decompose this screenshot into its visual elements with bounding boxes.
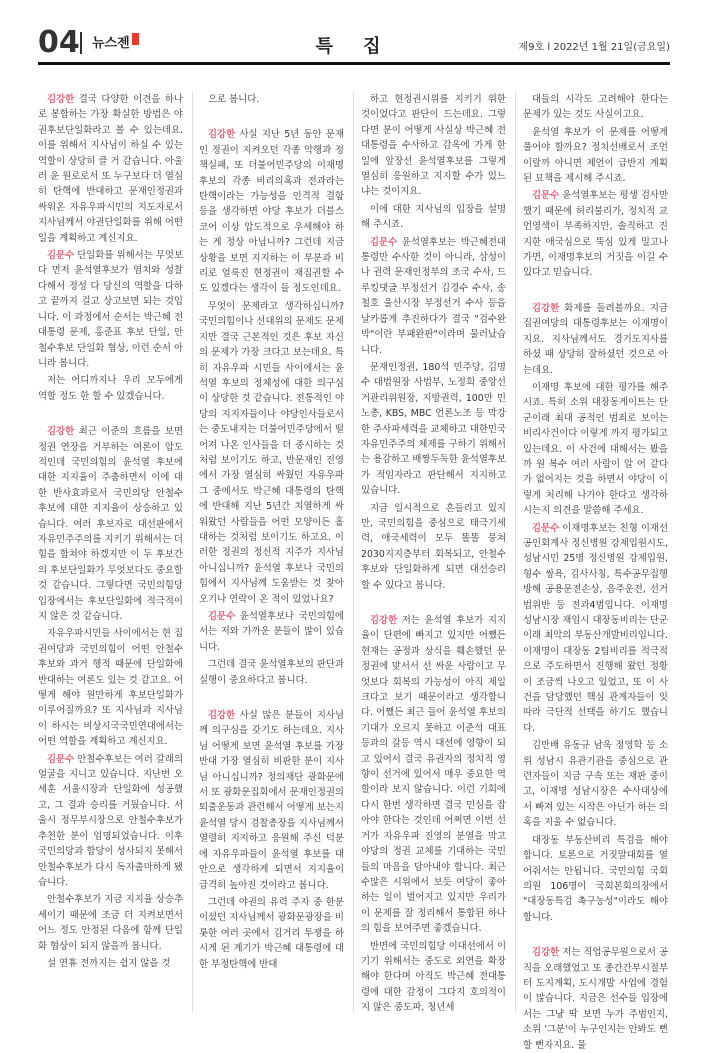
header-rule (38, 62, 670, 65)
article-paragraph (38, 92, 183, 246)
article-paragraph (38, 956, 183, 971)
paragraph-text: 결국 다양한 이견을 하나로 봉합하는 가장 확실한 방법은 야권후보단일화라고 볼 수 있는데요. 이를 위해서 지사님이 하실 수 있는 역할이 상당히 클 거 같습니다. 아울러 윤 원로로서 또 누구보다 더 열심히 탄핵에 반대하고 문재인정권과 싸워온 자유우파시민의 지도자로서 지사님께서 야권단일화를 위해 어떤 일을 계획하고 계신지요. (38, 94, 183, 244)
paragraph-text: 이재명후보는 친형 이재선공인회계사 정신병원 강제입원시도, 성남시민 25명 정신병원 강제입원, 형수 쌍욕, 김사사칭, 특수공무집행방해 공용문전손상, 음주운전, 선거법위반 등 전과4범입니다. 이재명 성남시장 재임시 대장동비리는 단군 이래 최악의 부동산개발비리입니다. 이재명이 대장동 2팀비리를 적극적으로 주도하면서 진행해 왔던 정황이 조금씩 나오고 있었고, 또 이 사건을 담당했던 핵심 관계자들이 잇따라 극단적 선택을 하기도 했습니다. (523, 522, 668, 734)
paragraph-text: 최근 이준의 흐름을 보면 정권 연장을 거부하는 여론이 압도적인데 국민의힘의 윤석열 후보에 대한 지지율이 주춤하면서 이에 대한 반사효과로서 국민의당 안철수 후보에 대한 지지율이 상승하고 있습니다. 여러 후보자로 대선판에서 자유민주주의를 지키기 위해서는 더 힘을 합쳐야 하겠지만 이 두 후보간의 후보단일화가 무엇보다도 중요할 것 같습니다. 그렇다면 국민의힘당 입장에서는 후보단일화에 적극적이지 않은 것 같습니다. (38, 426, 183, 622)
speaker-label: 김문수 (208, 611, 236, 622)
paragraph-text: 사실 많은 분들이 지사님께 의구심을 갖기도 하는데요. 지사님 어떻게 보면 윤석열 후보를 가장 반대 가장 열심히 비판한 분이 지사님 아니십니까? 정의재단 광화문에서 또 광화문집회에서 문재인정권의 퇴출운동과 관련해서 어떻게 보는지 윤석열 당시 검찰총장을 지사님께서 열렬히 지지하고 응원해 주신 덕분에 자유우파들이 윤석열 후보를 대안으로 생각하게 되면서 지지율이 급격히 높아진 것이라고 봅니다. (199, 710, 344, 891)
article-paragraph (523, 188, 668, 280)
article-paragraph (523, 301, 668, 378)
speaker-label: 김문수 (370, 236, 398, 248)
article-paragraph (361, 360, 506, 499)
paragraph-text: 그런데 야권의 유력 주자 중 한분이셨던 지사님께서 광화문광장을 비롯한 여러 곳에서 김거리 투쟁을 하시게 된 계기가 박근혜 대통령에 대한 부정탄핵에 반대 (199, 896, 344, 970)
paragraph-text: 화제를 돌려볼까요. 지금 집권여당의 대통령후보는 이재명이지요. 지사님께서도 경기도지사를 하셨 때 상당히 잘하셨던 것으로 아는데요. (523, 302, 668, 376)
paragraph-text: 설 연휴 전까지는 쉽지 않을 것 (47, 957, 171, 969)
speaker-label: 김문수 (47, 753, 75, 765)
article-paragraph (199, 895, 344, 972)
paragraph-text: 저는 윤석열 후보가 지지율이 단편에 빠지고 있지만 어쨌든 현재는 공정과 상식을 훼손했던 문 정권에 맞서서 선 싸운 사람이고 무엇보다 회복의 가능성이 아직 제일 크다고 보기 때문이라고 생각합니다. 어쨌든 최근 들어 윤석열 후보의 기대가 오르지 못하고 이준석 대표 등과의 갈등 역시 대선에 영향이 되고 있어서 결국 유권자의 정치적 영향이 선거에 있어서 매우 중요한 역할이라 보지 않습니다. 이런 기회에 다시 한번 생각하면 결국 민심을 잡아야 한다는 것인데 어쩌면 이번 선거가 자유우파 진영의 분열을 막고 야당의 정권 교체를 기대하는 국민들의 마음을 담아내야 합니다. 최근 수많은 시위에서 보듯 여당이 좋아하는 일이 벌어지고 있지만 우리가 이 문제를 잘 정리해서 통합된 하나의 힘을 보여주면 좋겠습니다. (361, 615, 506, 935)
speaker-label: 김문수 (532, 190, 560, 202)
paragraph-gap (38, 406, 183, 424)
article-paragraph (199, 299, 344, 607)
article-paragraph (38, 892, 183, 954)
paragraph-gap (199, 109, 344, 127)
paragraph-text: 대장동 부동산비리 특검을 해야 합니다. 토론으로 거짓말대회를 열어줘서는 안됩니다. 국민의힘 국회의원 106명이 국회본회의장에서 "대장동특검 촉구농성"이라도 해야 합니다. (523, 834, 668, 923)
page-number: 04 (38, 25, 80, 60)
column-divider (515, 92, 516, 1012)
article-paragraph (38, 248, 183, 371)
speaker-label: 김강한 (208, 129, 236, 141)
paragraph-text: 그런데 결국 윤석열후보의 판단과 실행이 중요하다고 봅니다. (199, 659, 344, 686)
article-paragraph (199, 127, 344, 296)
article-column-2 (199, 92, 344, 1012)
article-paragraph (38, 752, 183, 891)
article-paragraph (523, 92, 668, 123)
paragraph-text: 김만배 유동규 남욱 정영학 등 소위 성남시 유관기관을 중심으로 관련자들이 지금 구속 또는 재판 중이고, 이재명 성남시장은 수사대상에서 빠져 있는 시작은 아닌가 하는 의혹을 지울 수 없습니다. (523, 740, 668, 829)
article-paragraph (361, 202, 506, 233)
article-paragraph (199, 92, 344, 107)
column-divider (192, 92, 193, 1012)
article-paragraph (38, 626, 183, 749)
article-paragraph (199, 657, 344, 688)
paragraph-text: 문재인정권, 180석 민주당, 김명수 대법원장 사법부, 노정희 중앙선거관리위원장, 지방권력, 100만 민노총, KBS, MBC 언론노조 등 막강한 주사파세력을 교체하고 대한민국 자유민주주의 체제를 구하기 위해서는 용감하고 배짱두둑한 윤석열후보가 적임자라고 판단해서 지지하고 있습니다. (361, 361, 506, 497)
brand-logo: 뉴스젠 (92, 36, 130, 51)
speaker-label: 김문수 (47, 250, 75, 262)
speaker-label: 김강한 (370, 615, 398, 626)
paragraph-gap (199, 690, 344, 708)
article-paragraph (361, 939, 506, 1016)
speaker-label: 김강한 (532, 947, 560, 959)
speaker-label: 김강한 (47, 426, 75, 438)
article-paragraph (361, 613, 506, 937)
article-paragraph (523, 945, 668, 1053)
article-paragraph (523, 833, 668, 925)
article-column-4 (523, 92, 668, 1051)
article-paragraph (361, 92, 506, 200)
article-paragraph (38, 424, 183, 624)
article-column-3 (361, 92, 506, 1012)
paragraph-text: 저는 어디까지나 우리 모두에게 역할 정도 한 할 수 있겠습니다. (38, 375, 183, 402)
paragraph-text: 이재명 후보에 대한 평가를 해주시죠. 특히 소위 대장동게이트는 단군이래 최대 공적인 범죄로 보이는 비리사건이다 이렇게 까지 평가되고 있는데요. 이 사건에 대해서는 봤을까 원 복수 여러 사람이 알 어 같다가 없어지는 것을 하면서 야당이 이렇게 처리해 나가야 한다고 생각하시는지 의견을 말씀해 주세요. (523, 381, 668, 517)
paragraph-text: 윤석열후보는 박근혜전대통령만 수사한 것이 아니라, 삼성이나 권력 문재인정부의 조국 수사, 드루킹댓글 부정선거 김경수 수사, 송철호 울산시장 부정선거 수사 등을 날카롭게 추진하다가 결국 "검수완박"이란 부패완판"이라며 물러났습니다. (361, 236, 506, 356)
speaker-label: 김강한 (47, 94, 75, 105)
article-paragraph (523, 125, 668, 187)
article-paragraph (523, 380, 668, 519)
paragraph-text: 하고 현정권시위를 지키기 위한 것이었다고 판단이 드는데요. 그렇다면 분이 어떻게 사실상 박근혜 전 대통령을 수사하고 감옥에 가게 한 일에 앞장선 윤석열후보를 그렇게 열심히 응원하고 지지할 수가 있느냐는 것이지요. (361, 94, 506, 198)
paragraph-text: 자유우파시민들 사이에서는 현 집권여당과 국민의힘이 어떤 안철수 후보와 과거 행적 때문에 단일화에 반대하는 여론도 있는 것 같고요. 어떻게 해야 원만하게 후보단일화가 이루어질까요? 또 지사님과 지사님이 하시는 비상시국국민연대에서는 어떤 역할을 계획하고 계신지요. (38, 628, 183, 748)
paragraph-text: 저는 직업공무원으로서 공직을 오래했었고 또 종간간부시절부터 도지계획, 도시개발 사업에 경험이 많습니다. 지금은 선수들 입장에서는 그냥 딱 보면 누가 주범인지, 소위 '그분'이 누구인지는 안봐도 뻔할 뻔자지요. 물 (523, 947, 668, 1051)
article-paragraph (523, 521, 668, 737)
paragraph-gap (523, 927, 668, 945)
article-paragraph (199, 708, 344, 893)
paragraph-text: 으로 봅니다. (208, 94, 260, 105)
article-paragraph (361, 501, 506, 593)
paragraph-text: 사실 지난 5년 동안 문재인 정권이 지켜오던 각종 악행과 정책실패, 또 더불어민주당의 이재명 후보의 각종 비리의혹과 전과라는 탄핵이라는 가능성을 인격적 결함 등을 생각하면 야당 후보가 더블스코어 이상 압도적으로 우세해야 하는 게 정상 아닙니까? 그런데 지금 상황을 보면 지지하는 이 부분과 비리로 얼룩진 현정권이 재집권할 수도 있겠다는 생각이 들 정도인데요. (199, 129, 344, 295)
speaker-label: 김문수 (532, 522, 560, 534)
paragraph-text: 윤석열후보나 국민의힘에서는 저와 가까운 분들이 많이 있습니다. (199, 611, 344, 653)
article-column-1 (38, 92, 183, 1012)
page-header (0, 0, 708, 82)
paragraph-text: 지금 일시적으로 흔들리고 있지만, 국민의힘을 중심으로 태극기세력, 애국세력이 모두 똘똘 뭉쳐 2030지지층부터 회복되고, 안철수후보와 단일화하게 되면 대선승리 할 수 있다고 봅니다. (361, 502, 506, 591)
paragraph-text: 안철수후보가 지금 지지율 상승추세이기 때문에 조금 더 지켜보면서 어느 정도 안정된 다음에 함께 단일화 협상이 되지 않을까 봅니다. (38, 894, 183, 952)
paragraph-text: 반면에 국민의힘당 이대선에서 이기기 위해서는 중도로 외연을 확장해야 한다며 아직도 박근혜 전대통령에 대한 감정이 그다지 호의적이지 않은 중도파, 청년세 (361, 940, 506, 1014)
paragraph-text: 단일화를 위해서는 무엇보다 먼저 윤석열후보가 염치와 성찰 다해서 정성 다 당신의 역할을 다하고 끝까지 걸고 상고보면 되는 것입니다. 이 과정에서 순서는 박근혜 전 대통령 문제, 홍준표 후보 단일, 안철수후보 단일화 협상, 이런 순서 아니라 봅니다. (38, 250, 183, 369)
speaker-label: 김강한 (208, 710, 236, 722)
article-paragraph (523, 738, 668, 830)
article-paragraph (38, 373, 183, 404)
paragraph-text: 윤석열후보는 평생 검사만 했기 때문에 허리불리가, 정치적 교언영색이 부족하지만, 솔직하고 진지한 애국심으로 뚝심 있게 밀고나가면, 이재명후보의 거짓을 이길 수 있다고 믿습니다. (523, 190, 668, 279)
article-paragraph (361, 235, 506, 358)
section-title: 특 집 (315, 36, 393, 57)
issue-date: 제9호 l 2022년 1월 21일(금요일) (518, 42, 670, 53)
paragraph-gap (361, 595, 506, 613)
speaker-label: 김강한 (532, 302, 560, 314)
paragraph-text: 대들의 시각도 고려해야 한다는 문제가 있는 것도 사실이고요. (523, 94, 668, 121)
paragraph-gap (523, 283, 668, 301)
column-divider (353, 92, 354, 1012)
paragraph-text: 안철수후보는 여러 갈래의 얼굴을 지니고 있습니다. 지난번 오세훈 서울시장과 단일화에 성공했고, 그 결과 승리를 거뒀습니다. 서울시 정무부시장으로 안철수후보가 추천한 분이 임명되었습니다. 이후 국민의당과 합당이 성사되지 못해서 안철수후보가 다시 독자출마하게 됐습니다. (38, 753, 183, 888)
article-paragraph (199, 609, 344, 655)
paragraph-text: 무엇이 문제라고 생각하십니까? 국민의힘이나 선대위의 문제도 문제지만 결국 근본적인 것은 후보 자신의 문제가 가장 크다고 보는데요. 특히 자유우파 시민들 사이에서는 윤석열 후보의 정체성에 대한 의구심이 상당한 것 같습니다. 전통적인 야당의 지지자들이나 야당인사들로서는 중도내지는 더불어민주당에서 떨어져 나온 인사들을 더 중시하는 것처럼 보이기도 하고, 반문재인 진영에서 가장 열심히 싸웠던 자유우파 그 중에서도 박근혜 대통령의 탄핵에 반대해 지난 5년간 치열하게 싸워왔던 사람들을 어떤 모양이든 홀대하는 것처럼 보이기도 하고요. 이러한 정권의 정신적 지주가 지사님 아니십니까? 윤석열 후보나 국민의힘에서 지사님께 도움받는 것 찾아오기나 연락이 온 적이 있었나요? (199, 300, 344, 605)
paragraph-text: 이에 대한 지사님의 입장을 설명해 주시죠. (361, 203, 506, 231)
paragraph-text: 윤석열 후보가 이 문제를 어떻게 풀어야 할까요? 정치선배로서 조언이랄까 아니면 제언이 급반지 계획된 묘책을 제시해 주시죠. (523, 126, 668, 185)
